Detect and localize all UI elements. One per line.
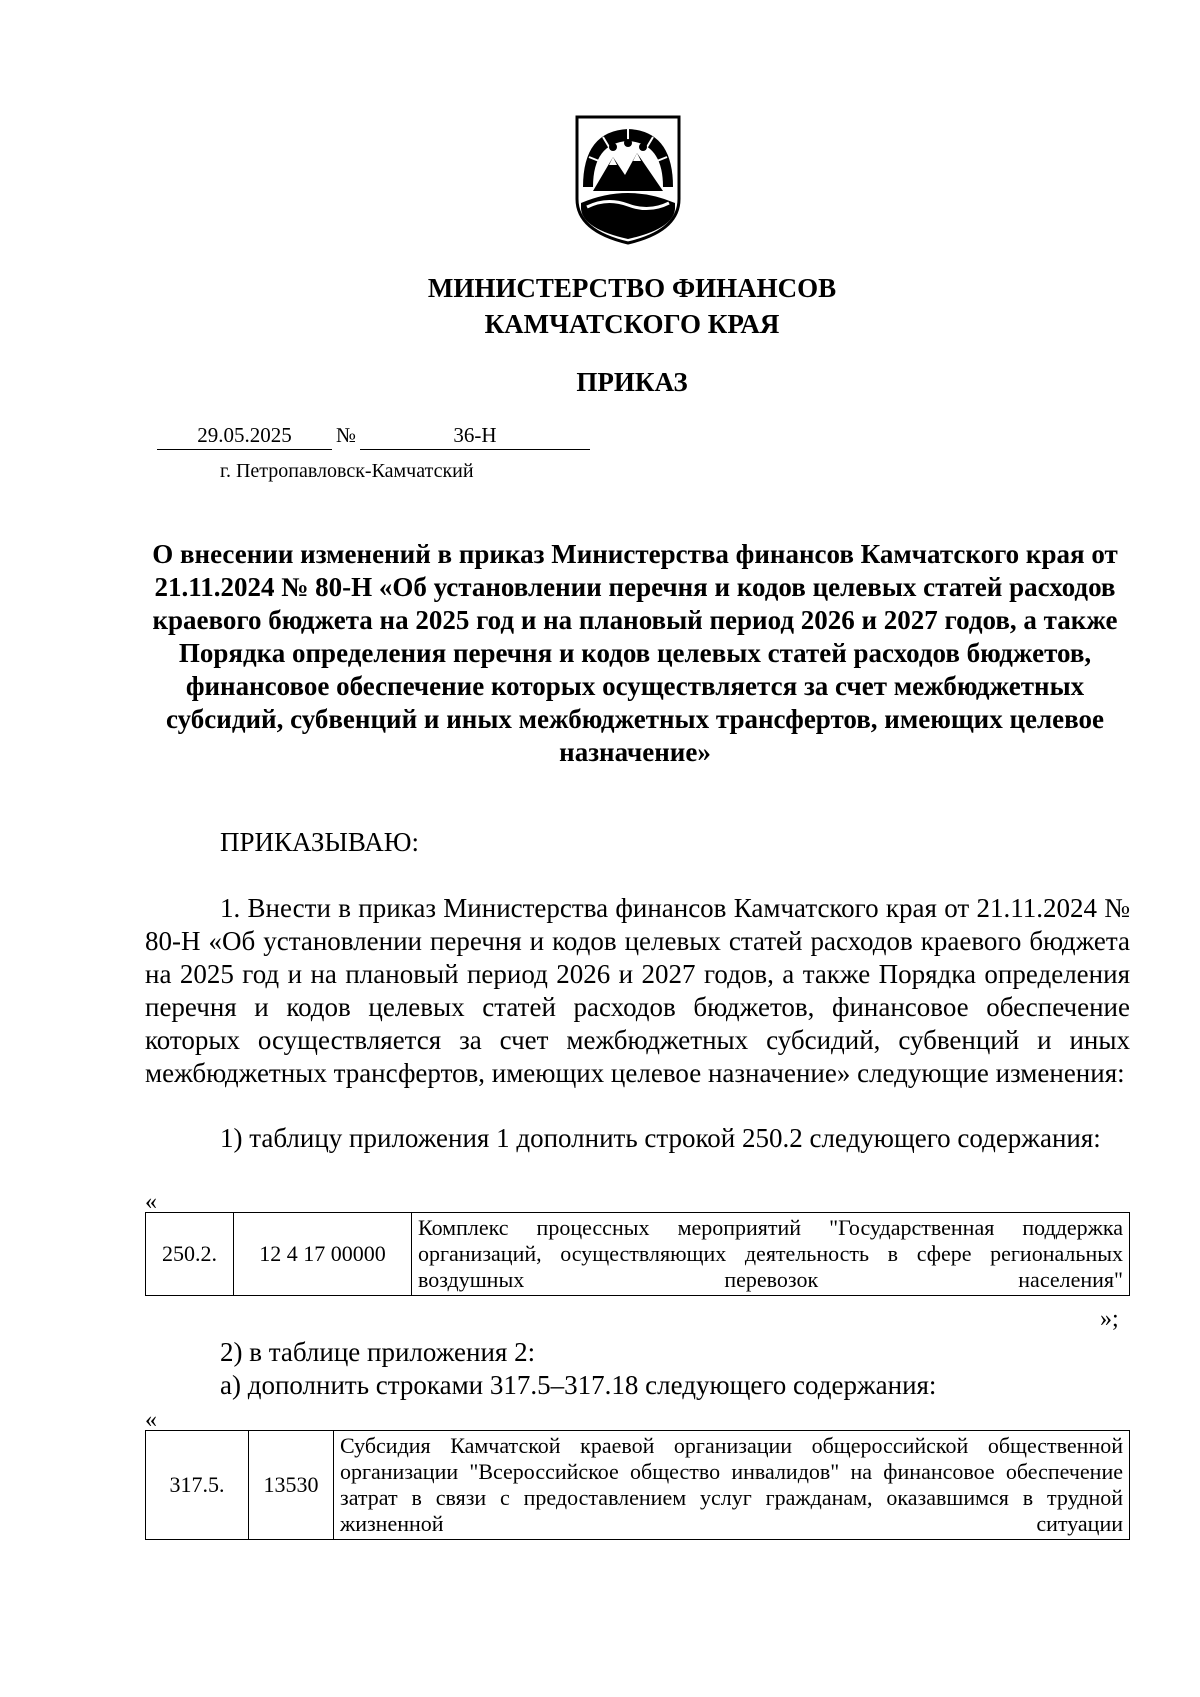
row-text: Субсидия Камчатской краевой организации общероссийской общественной организации "Всероссийское общество инвалидов" на финансовое обеспечение затрат в связи с предоставлением услуг гражданам, оказавшимся в трудной жизненной ситуации xyxy=(334,1431,1130,1540)
appendix-1-table xyxy=(145,1212,1130,1296)
ministry-name-line-2: КАМЧАТСКОГО КРАЯ xyxy=(484,309,780,339)
paragraph-1-item-2a: а) дополнить строками 317.5–317.18 следующего содержания: xyxy=(220,1370,937,1400)
table-row xyxy=(146,1431,1130,1540)
row-number: 317.5. xyxy=(146,1431,249,1540)
kamchatka-coat-of-arms-icon xyxy=(573,113,683,245)
number-sign: № xyxy=(335,423,357,447)
document-type: ПРИКАЗ xyxy=(576,367,688,397)
paragraph-1-item-2: 2) в таблице приложения 2: xyxy=(220,1337,536,1367)
row-code: 12 4 17 00000 xyxy=(234,1213,412,1296)
paragraph-1-item-1: 1) таблицу приложения 1 дополнить строкой 250.2 следующего содержания: xyxy=(220,1123,1101,1153)
order-command: ПРИКАЗЫВАЮ: xyxy=(220,827,419,857)
order-date: 29.05.2025 xyxy=(157,421,332,450)
order-subject: О внесении изменений в приказ Министерства финансов Камчатского края от 21.11.2024 № 80-Н «Об установлении перечня и кодов целевых статей расходов краевого бюджета на 2025 год и на плановый период 2026 и 2027 годов, а также Порядка определения перечня и кодов целевых статей расходов бюджетов, финансовое обеспечение которых осуществляется за счет межбюджетных субсидий, субвенций и иных межбюджетных трансфертов, имеющих целевое назначение» xyxy=(152,539,1118,767)
ministry-name-line-1: МИНИСТЕРСТВО ФИНАНСОВ xyxy=(427,273,837,303)
row-number: 250.2. xyxy=(146,1213,234,1296)
paragraph-1: 1. Внести в приказ Министерства финансов Камчатского края от 21.11.2024 № 80-Н «Об установлении перечня и кодов целевых статей расходов краевого бюджета на 2025 год и на плановый период 2026 и 2027 годов, а также Порядка определения перечня и кодов целевых статей расходов бюджетов, финансовое обеспечение которых осуществляется за счет межбюджетных субсидий, субвенций и иных межбюджетных трансфертов, имеющих целевое назначение» следующие изменения: xyxy=(145,893,1130,1088)
order-number: 36-Н xyxy=(360,421,590,450)
appendix-2-table xyxy=(145,1430,1130,1540)
city-name: г. Петропавловск-Камчатский xyxy=(220,460,474,482)
quote-close-1: »; xyxy=(1100,1306,1119,1332)
row-text: Комплекс процессных мероприятий "Государственная поддержка организаций, осуществляющих деятельность в сфере региональных воздушных перевозок населения" xyxy=(412,1213,1130,1296)
table-row xyxy=(146,1213,1130,1296)
quote-open-2: « xyxy=(145,1407,157,1433)
quote-open-1: « xyxy=(145,1189,157,1215)
row-code: 13530 xyxy=(249,1431,334,1540)
